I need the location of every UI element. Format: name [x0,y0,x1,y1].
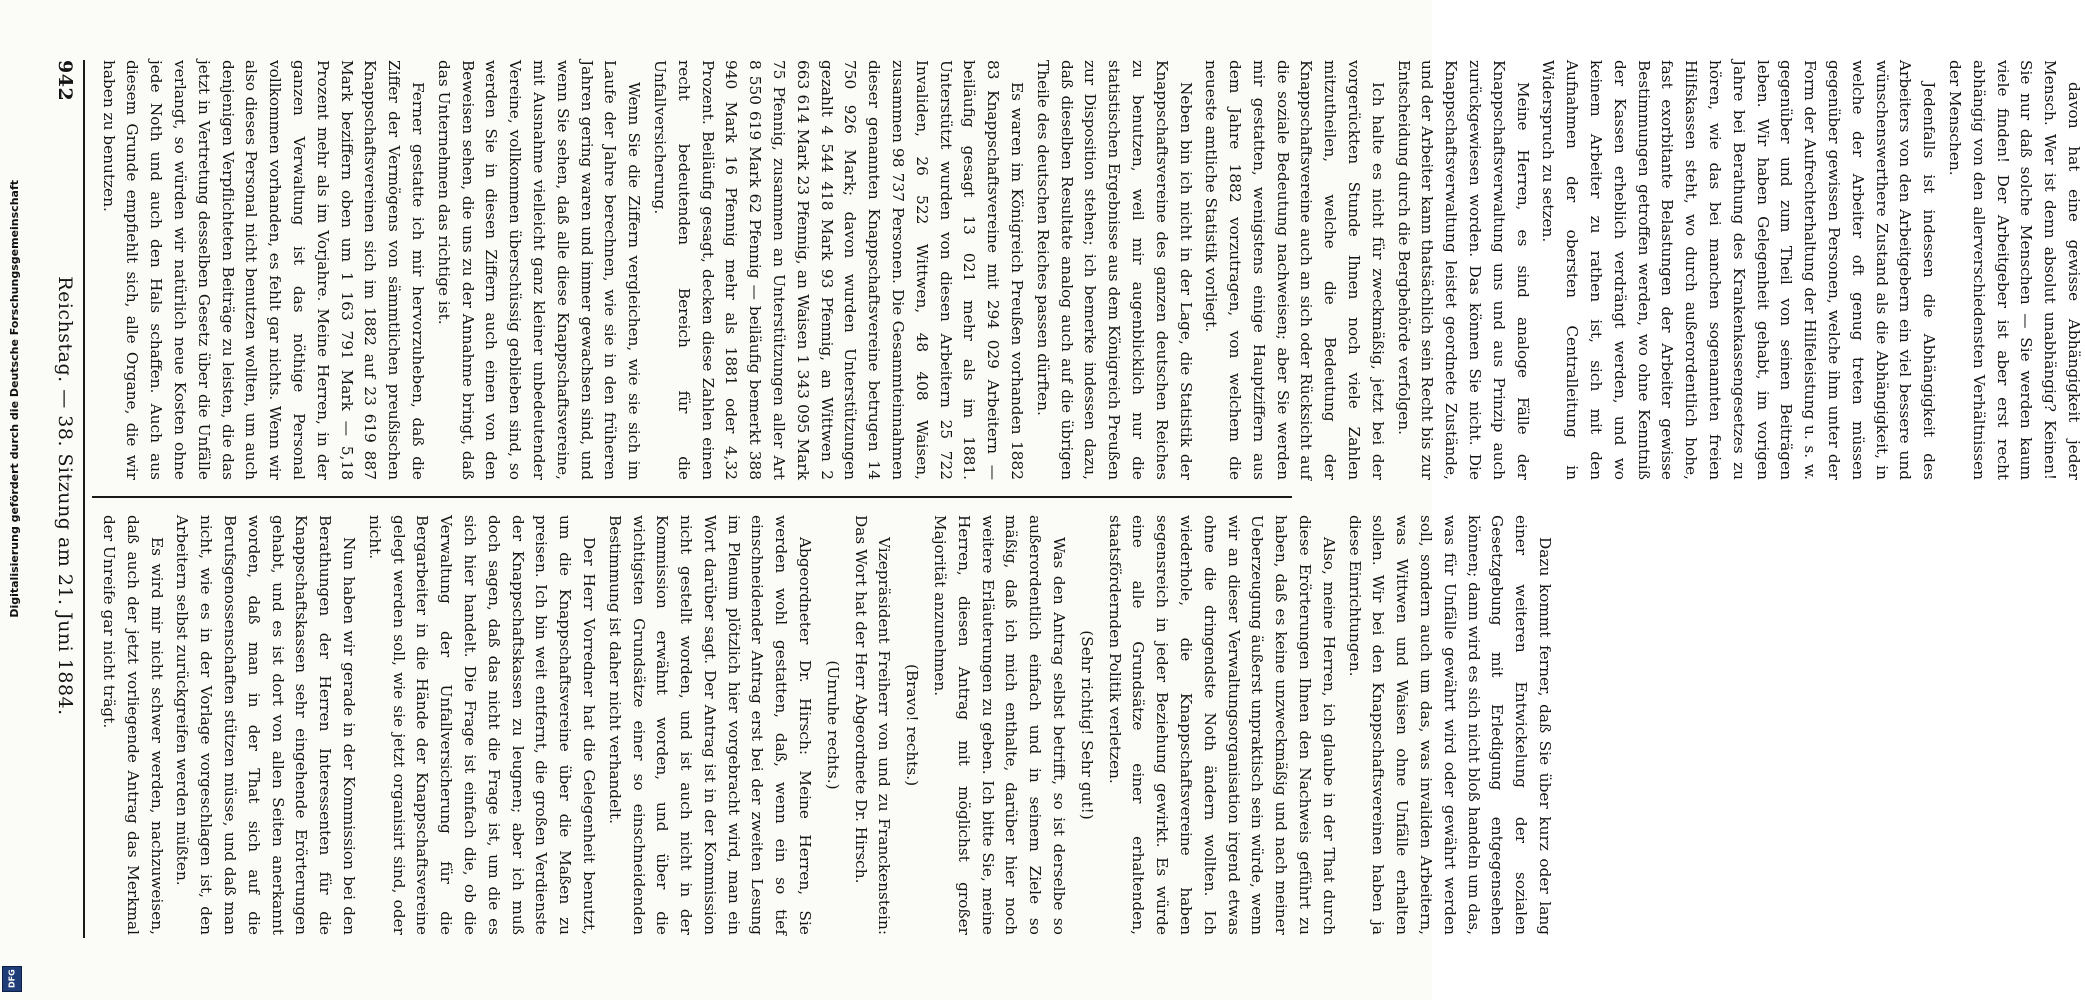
dfg-logo-icon: DFG [2,966,22,992]
column-divider [92,496,1292,498]
paragraph: Neben bin ich nicht in der Lage, die Statistik der Knappschaftsvereine des ganzen deutschen Reiches zu benutzen, weil mir augenblicklich nur die statistischen Ergebnisse aus dem Königreich Preußen zur Disposition stehen; ich bemerke indessen dazu, daß dieselben Resultate analog auch auf die übrigen Theile des deutschen Reiches passen dürften. [1033,60,1195,480]
paragraph: Wenn Sie die Ziffern vergleichen, wie sie sich im Laufe der Jahre berechnen, wie sie in den früheren Jahren gering waren und immer gewachsen sind, und wenn Sie sehen, daß alle diese Knappschaftsvereine, mit Ausnahme vielleicht ganz kleiner unbedeutender Vereine, vollkommen überschüssig geblieben sind, so werden Sie in diesen Ziffern auch einen von den Beweisen sehen, die uns zu der Annahme bringt, daß das Unternehmen das richtige ist. [434,60,644,480]
paragraph: Es wird mir nicht schwer werden, nachzuweisen, daß auch der jetzt vorliegende Antrag das Merkmal der Unreife gar nicht trägt. [99,515,166,935]
speaker-paragraph: Vizepräsident Freiherr von und zu Franckenstein: Das Wort hat der Herr Abgeordnete Dr. Hirsch. [851,515,894,935]
digitization-note: Digitalisierung gefördert durch die Deutsche Forschungsgemeinschaft [8,180,21,618]
interjection: (Bravo! rechts.) [903,663,922,787]
header-title: Reichstag. — 38. Sitzung am 21. Juni 1884. [54,276,76,716]
header-rule [83,60,85,938]
text-column-right [96,515,1554,935]
paragraph: Also, meine Herren, ich glaube in der That durch diese Erörterungen Ihnen den Nachweis geführt zu haben, daß es keine unzweckmäßig und nach meiner Ueberzeugung äußerst unpraktisch sein würde, wenn wir an dieser Verwaltungsorganisation irgend etwas ohne die dringendste Noth ändern wollten. Ich wiederhole, die Knappschaftsvereine haben segensreich in jeder Beziehung gewirkt. Es würde eine alle Grundsätze einer erhaltenden, staatsfördernden Politik verletzen. [1105,515,1338,935]
paragraph: Meine Herren, es sind analoge Fälle der Knappschaftsverwaltung uns und aus Prinzip auch zurückgewiesen worden. Das können Sie nicht. Die Knappschaftsverwaltung leistet geordnete Zustände, und der Arbeiter kann thatsächlich sein Recht bis zur Entscheidung durch die Bergbehörde verfolgen. [1394,60,1532,480]
interjection: (Sehr richtig! Sehr gut!) [1077,630,1096,820]
paragraph: Ferner gestatte ich mir hervorzuheben, daß die Ziffer der Vermögens von sämmtlichen preußischen Knappschaftsvereinen sich im 1882 auf 23 619 887 Mark beziffern oben um 1 163 791 Mark — 5,18 Prozent mehr als im Vorjahre. Meine Herren, in der ganzen Verwaltung ist das nöthige Personal vollkommen vorhanden, es fehlt gar nichts. Wenn wir also dieses Personal nicht benutzen wollten, um auch denjenigen Verpflichteten Beiträge zu leisten, die das jetzt in Vertretung desselben Gesetz über die Unfälle verlangt, so würden wir natürlich neue Kosten ohne jede Noth und auch den Hals schaffen. Auch aus diesem Grunde empfiehlt sich, alle Organe, die wir haben zu benutzen. [99,60,428,480]
paragraph: Es waren im Königreich Preußen vorhanden 1882 83 Knappschaftsvereine mit 294 029 Arbeitern — beiläufig gesagt 13 021 mehr als im 1881. Unterstützt wurden von diesen Arbeitern 25 722 Invaliden, 26 522 Wittwen, 48 408 Waisen, zusammen 98 737 Personen. Die Gesammteinnahmen dieser genannten Knappschaftsvereine betrugen 14 750 926 Mark; davon wurden Unterstützungen gezahlt 4 544 418 Mark 93 Pfennig, an Wittwen 2 663 614 Mark 23 Pfennig, an Waisen 1 343 095 Mark 75 Pfennig, zusammen an Unterstützungen aller Art 8 550 619 Mark 62 Pfennig — beiläufig bemerkt 388 940 Mark 16 Pfennig mehr als 1881 oder 4,32 Prozent. Beiläufig gesagt, decken diese Zahlen einen recht bedeutenden Bereich für die Unfallversicherung. [651,60,1027,480]
paragraph: Was den Antrag selbst betrifft, so ist derselbe so außerordentlich einfach und in seinem Ziele so mäßig, daß ich mich enthalte, darüber hier noch weitere Erläuterungen zu geben. Ich bitte Sie, meine Herren, diesen Antrag mit möglichst großer Majorität anzunehmen. [930,515,1068,935]
paragraph: Der Herr Vorredner hat die Gelegenheit benutzt, um die Knappschaftsvereine über die Maßen zu preisen. Ich bin weit entfernt, die großen Verdienste der Knappschaftskassen zu leugnen; aber ich muß doch sagen, daß das nicht die Frage ist, um die es sich hier handelt. Die Frage ist einfach die, ob die Verwaltung der Unfallversicherung für die Bergarbeiter in die Hände der Knappschaftsvereine gelegt werden soll, wie sie jetzt organisirt sind, oder nicht. [365,515,598,935]
paragraph: Ich halte es nicht für zweckmäßig, jetzt bei der vorgerückten Stunde Ihnen noch viele Zahlen mitzutheilen, welche die Bedeutung der Knappschaftsvereine auch an sich oder Rücksicht auf die soziale Bedeutung nachweisen; aber Sie werden mir gestatten, wenigstens einige Hauptziffern aus dem Jahre 1882 vorzutragen, von welchem die neueste amtliche Statistik vorliegt. [1202,60,1388,480]
interjection: (Unruhe rechts.) [823,660,842,790]
page-header [48,60,78,932]
paragraph: davon hat eine gewisse Abhängigkeit jeder Mensch. Wer ist denn absolut unabhängig? Keinen! Sie nur daß solche Menschen — Sie werden kaum viele finden! Der Arbeitgeber ist aber erst recht abhängig von den allerverschiedensten Verhältnissen der Menschen. [1946,60,2084,480]
speaker-paragraph: Abgeordneter Dr. Hirsch: Meine Herren, Sie werden wohl gestatten, daß, wenn ein so tief einschneidender Antrag erst bei der zweiten Lesung im Plenum plötzlich hier vorgebracht wird, man ein Wort darüber sagt. Der Antrag ist in der Kommission nicht gestellt worden, und ist auch nicht in der Kommission erwähnt worden, und über die wichtigsten Grundsätze einer so einschneidenden Bestimmung ist daher nicht verhandelt. [605,515,814,935]
text-column-left [96,60,2084,480]
page-number: 942 [54,60,76,102]
paragraph: Nun haben wir gerade in der Kommission bei den Berathungen der Herren Interessenten für die Knappschaftskassen sehr eingehende Erörterungen gehabt, und es ist dort von allen Seiten anerkannt worden, daß man in der That sich auf die Berufsgenossenschaften stützen müsse, und daß man nicht, wie es in der Vorlage vorgeschlagen ist, den Arbeitern selbst zurückgreifen werden müßten. [173,515,358,935]
paragraph: Dazu kommt ferner, daß Sie über kurz oder lang einer weiteren Entwickelung der sozialen Gesetzgebung mit Erledigung entgegensehen können; dann wird es sich nicht bloß handeln um das, was für Unfälle gewährt wird oder gewährt werden soll, sondern auch um das, was invaliden Arbeitern, was Wittwen und Waisen ohne Unfälle erhalten sollen. Wir bei den Knappschaftsvereinen haben ja diese Einrichtungen. [1345,515,1554,935]
paragraph: Jedenfalls ist indessen die Abhängigkeit des Arbeiters von den Arbeitgebern ein viel bessere und wünschenswerthere Zustand als die Abhängigkeit, in welche der Arbeiter oft genug treten müssen gegenüber gewissen Personen, welche ihm unter der Form der Aufrechterhaltung der Hilfeleistung u. s. w. gegenüber und zum Theil von seinen Beiträgen leben. Wir haben Gelegenheit gehabt, im vorigen Jahre bei Berathung des Krankenkassengesetzes zu hören, wie das bei manchen sogenannten freien Hilfskassen steht, wo durch außerordentlich hohe, fast exorbitante Belastungen der Arbeiter gewisse Bestimmungen getroffen werden, wo ohne Kenntniß der Kassen erheblich verdrängt werden, und wo keinem Arbeiter zu rathen ist, sich mit den Aufnahmen der obersten Centralleitung in Widerspruch zu setzen. [1539,60,1939,480]
